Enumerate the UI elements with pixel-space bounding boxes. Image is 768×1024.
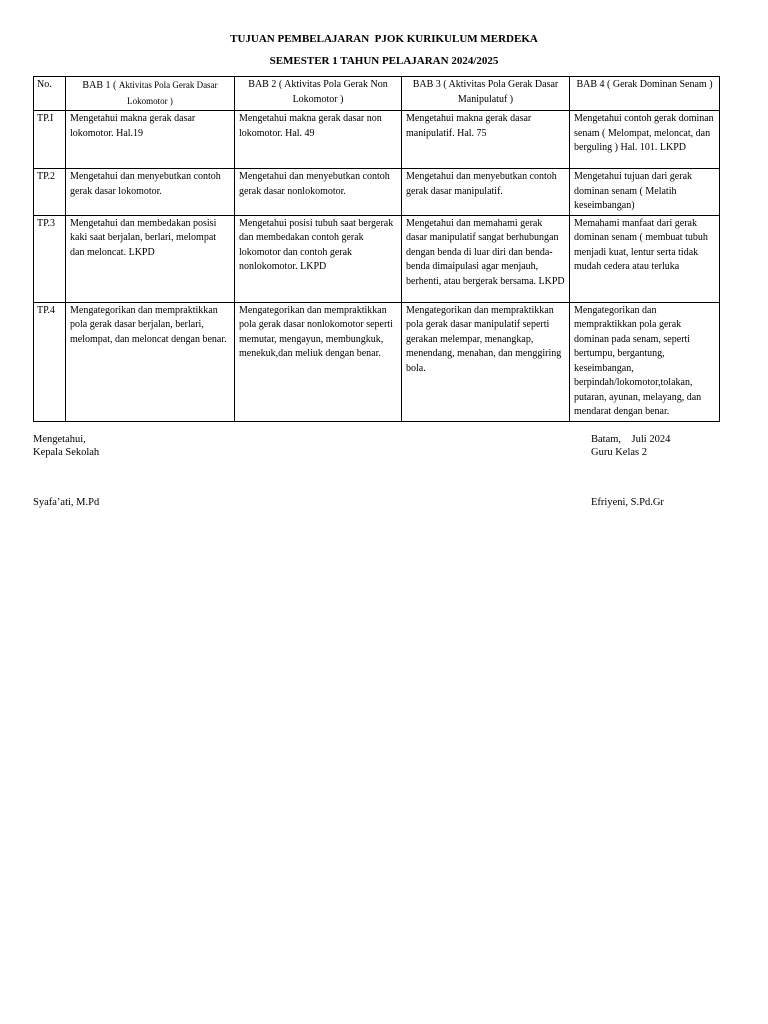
cell-bab4: Mengetahui tujuan dari gerak dominan senam ( Melatih keseimbangan) bbox=[570, 169, 720, 216]
cell-bab3: Mengategorikan dan mempraktikkan pola gerak dasar manipulatif seperti gerakan melempar, menangkap, menendang, menahan, dan menggiring bola. bbox=[402, 302, 570, 421]
cell-bab3: Mengetahui dan memahami gerak dasar manipulatif sangat berhubungan dengan benda di luar diri dan benda-benda dimaipulasi agar menjauh, berhenti, atau bergerak bersama. LKPD bbox=[402, 215, 570, 302]
header-bab1-sub: Aktivitas Pola Gerak Dasar Lokomotor ) bbox=[118, 80, 218, 106]
signature-right-place-date: Batam, Juli 2024 bbox=[591, 434, 671, 445]
table-row bbox=[34, 111, 720, 169]
cell-bab2: Mengategorikan dan mempraktikkan pola gerak dasar nonlokomotor seperti memutar, mengayun, membungkuk, menekuk,dan meliuk dengan benar. bbox=[235, 302, 402, 421]
cell-bab1: Mengategorikan dan mempraktikkan pola gerak dasar berjalan, berlari, melompat, dan meloncat dengan benar. bbox=[66, 302, 235, 421]
row-number: TP.2 bbox=[34, 169, 66, 216]
row-number: TP.3 bbox=[34, 215, 66, 302]
learning-objectives-table bbox=[33, 76, 720, 422]
cell-bab3: Mengetahui makna gerak dasar manipulatif. Hal. 75 bbox=[402, 111, 570, 169]
header-bab2: BAB 2 ( Aktivitas Pola Gerak Non Lokomotor ) bbox=[235, 77, 402, 111]
table-row bbox=[34, 215, 720, 302]
table-header-row bbox=[34, 77, 720, 111]
row-number: TP.4 bbox=[34, 302, 66, 421]
signature-right-role: Guru Kelas 2 bbox=[591, 447, 647, 458]
signature-right-name: Efriyeni, S.Pd.Gr bbox=[591, 497, 664, 508]
document-title: TUJUAN PEMBELAJARAN PJOK KURIKULUM MERDEKA bbox=[230, 33, 538, 45]
table-row bbox=[34, 169, 720, 216]
cell-bab4: Memahami manfaat dari gerak dominan senam ( membuat tubuh menjadi kuat, lentur serta tidak mudah cedera atau terluka bbox=[570, 215, 720, 302]
header-bab3: BAB 3 ( Aktivitas Pola Gerak Dasar Manipulatuf ) bbox=[402, 77, 570, 111]
document-subtitle: SEMESTER 1 TAHUN PELAJARAN 2024/2025 bbox=[269, 55, 499, 67]
cell-bab4: Mengetahui contoh gerak dominan senam ( Melompat, meloncat, dan berguling ) Hal. 101. LKPD bbox=[570, 111, 720, 169]
cell-bab1: Mengetahui makna gerak dasar lokomotor. Hal.19 bbox=[66, 111, 235, 169]
cell-bab1: Mengetahui dan menyebutkan contoh gerak dasar lokomotor. bbox=[66, 169, 235, 216]
header-bab1-main: BAB 1 ( bbox=[82, 80, 119, 91]
header-no: No. bbox=[34, 77, 66, 111]
cell-bab2: Mengetahui dan menyebutkan contoh gerak dasar nonlokomotor. bbox=[235, 169, 402, 216]
cell-bab2: Mengetahui makna gerak dasar non lokomotor. Hal. 49 bbox=[235, 111, 402, 169]
table-row bbox=[34, 302, 720, 421]
header-bab1 bbox=[66, 77, 235, 111]
cell-bab3: Mengetahui dan menyebutkan contoh gerak dasar manipulatif. bbox=[402, 169, 570, 216]
header-bab4: BAB 4 ( Gerak Dominan Senam ) bbox=[570, 77, 720, 111]
row-number: TP.I bbox=[34, 111, 66, 169]
signature-left-label: Mengetahui, bbox=[33, 434, 86, 445]
cell-bab2: Mengetahui posisi tubuh saat bergerak dan membedakan contoh gerak lokomotor dan contoh gerak nonlokomotor. LKPD bbox=[235, 215, 402, 302]
signature-left-role: Kepala Sekolah bbox=[33, 447, 100, 458]
signature-left-name: Syafa’ati, M.Pd bbox=[33, 497, 100, 508]
cell-bab4: Mengategorikan dan mempraktikkan pola gerak dominan pada senam, seperti bertumpu, bergantung, keseimbangan, berpindah/lokomotor,tolakan, putaran, ayunan, melayang, dan mendarat dengan benar. bbox=[570, 302, 720, 421]
cell-bab1: Mengetahui dan membedakan posisi kaki saat berjalan, berlari, melompat dan meloncat. LKPD bbox=[66, 215, 235, 302]
